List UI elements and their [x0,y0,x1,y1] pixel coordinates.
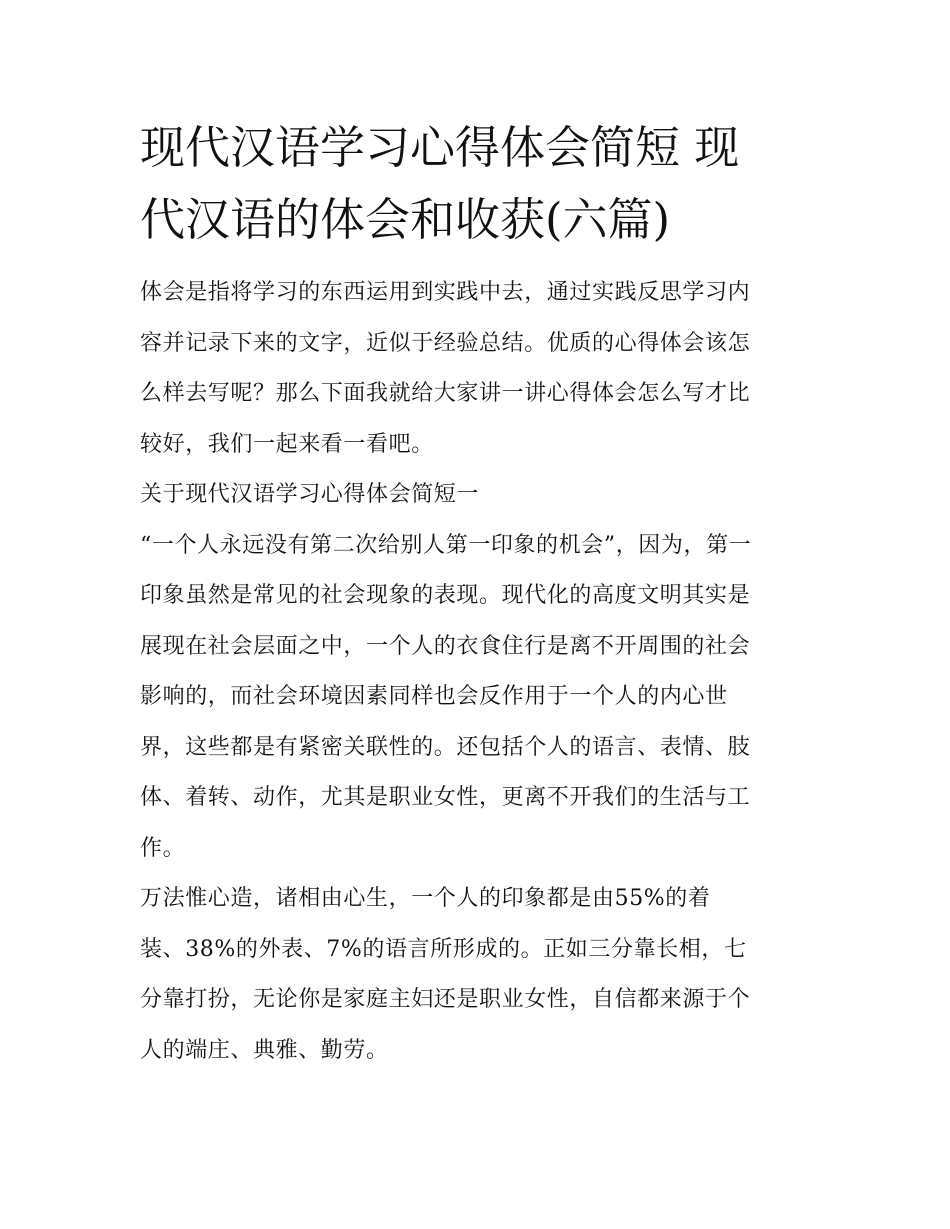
paragraph-line: 印象虽然是常见的社会现象的表现。现代化的高度文明其实是 [140,583,751,608]
paragraph-line: 影响的，而社会环境因素同样也会反作用于一个人的内心世 [140,684,728,709]
intro-line: 么样去写呢？那么下面我就给大家讲一讲心得体会怎么写才比 [140,381,751,406]
paragraph-line: 人的端庄、典雅、勤劳。 [140,1037,389,1063]
section-heading [140,470,815,521]
paragraph-line: 作。 [140,835,186,861]
intro-line: 较好，我们一起来看一看吧。 [140,431,434,457]
body-paragraph-1 [140,521,815,875]
body-paragraph-2 [140,874,815,1076]
paragraph-line: 展现在社会层面之中，一个人的衣食住行是离不开周围的社会 [140,633,751,659]
intro-line: 容并记录下来的文字，近似于经验总结。优质的心得体会该怎 [140,330,751,356]
intro-line: 体会是指将学习的东西运用到实践中去，通过实践反思学习内 [140,280,751,305]
document-content [140,112,815,1076]
document-title [140,112,815,256]
intro-paragraph [140,268,815,470]
paragraph-line: 界，这些都是有紧密关联性的。还包括个人的语言、表情、肢 [140,734,751,760]
title-line: 代汉语的体会和收获(六篇) [140,193,671,246]
paragraph-line: “一个人永远没有第二次给别人第一印象的机会”，因为，第一 [140,532,752,558]
paragraph-line: 万法惟心造，诸相由心生，一个人的印象都是由55%的着 [140,886,711,911]
paragraph-line: 装、38%的外表、7%的语言所形成的。正如三分靠长相，七 [140,936,747,962]
paragraph-line: 体、着转、动作，尤其是职业女性，更离不开我们的生活与工 [140,785,751,810]
section-heading-text: 关于现代汉语学习心得体会简短一 [140,482,480,507]
title-line: 现代汉语学习心得体会简短 现 [140,121,740,174]
paragraph-line: 分靠打扮，无论你是家庭主妇还是职业女性，自信都来源于个 [140,987,751,1012]
